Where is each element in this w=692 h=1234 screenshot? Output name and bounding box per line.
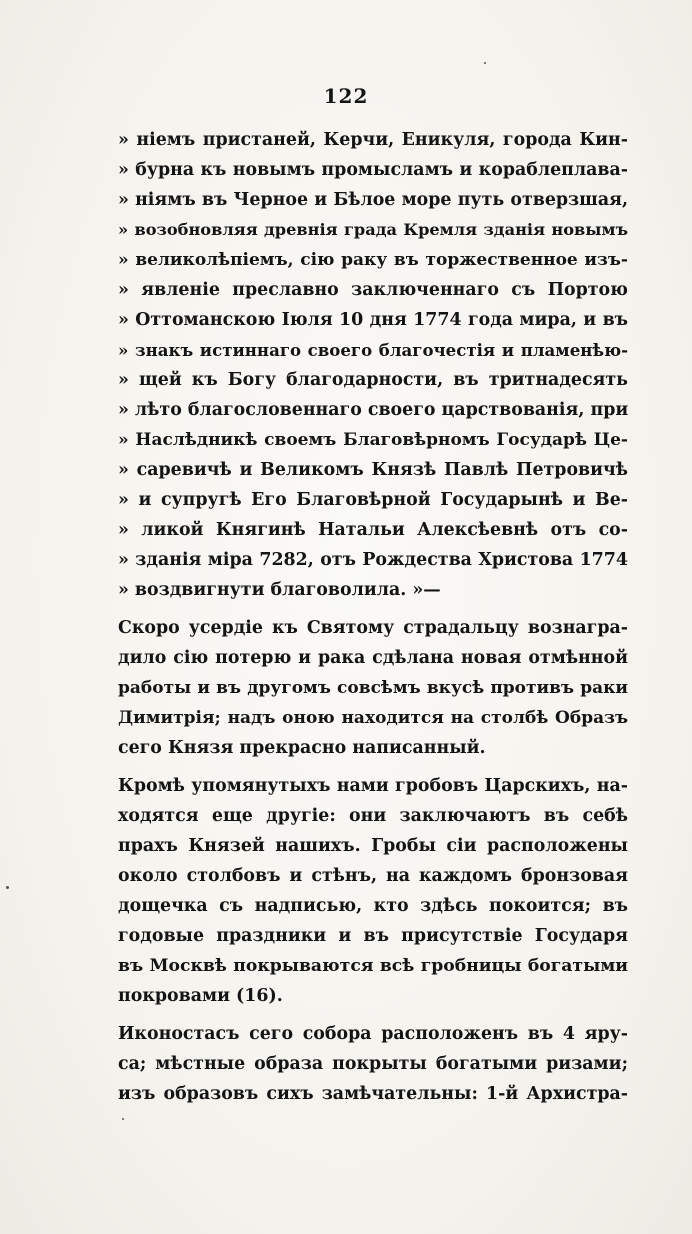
text-line: Скоро усердiе къ Святому страдальцу вознагра-: [118, 618, 628, 638]
text-line: Димитрiя; надъ оною находится на столбѣ Образъ: [118, 708, 628, 728]
text-line: » и супругѣ Его Благовѣрной Государынѣ и Ве-: [118, 490, 628, 510]
text-line: » Наслѣдникѣ своемъ Благовѣрномъ Государѣ Це-: [118, 430, 628, 450]
text-line: » ликой Княгинѣ Натальи Алексѣевнѣ отъ со-: [118, 520, 628, 540]
scan-speck: [6, 886, 9, 889]
text-line: въ Москвѣ покрываются всѣ гробницы богатыми: [118, 956, 628, 976]
page-text: [118, 125, 628, 1109]
text-line: Иконостасъ сего собора расположенъ въ 4 яру-: [118, 1024, 628, 1044]
text-line: Кромѣ упомянутыхъ нами гробовъ Царскихъ, на-: [118, 776, 628, 796]
text-line: » бурна къ новымъ промысламъ и кораблеплава-: [118, 160, 628, 180]
text-line: около столбовъ и стѣнъ, на каждомъ бронзовая: [118, 866, 628, 886]
text-line: » нiемъ пристаней, Керчи, Еникуля, города Кин-: [118, 130, 628, 150]
text-line: са; мѣстные образа покрыты богатыми ризами;: [118, 1054, 628, 1074]
text-line: » щей къ Богу благодарности, въ тритнадесять: [118, 370, 628, 390]
paragraph-reliquary: [118, 613, 628, 763]
scan-speck: [122, 1118, 124, 1120]
text-line: » знакъ истиннаго своего благочестiя и пламенѣю-: [118, 340, 628, 360]
text-line: работы и въ другомъ совсѣмъ вкусѣ противъ раки: [118, 678, 628, 698]
text-line: » Оттоманскою Iюля 10 дня 1774 года мира, и въ: [118, 310, 628, 330]
text-line: годовые праздники и въ присутствiе Государя: [118, 926, 628, 946]
text-line: изъ образовъ сихъ замѣчательны: 1-й Архистра-: [118, 1084, 628, 1104]
text-line: дощечка съ надписью, кто здѣсь покоится; въ: [118, 896, 628, 916]
text-line: ходятся еще другiе: они заключаютъ въ себѣ: [118, 806, 628, 826]
text-line: прахъ Князей нашихъ. Гробы сiи расположены: [118, 836, 628, 856]
text-line: дило сiю потерю и рака сдѣлана новая отмѣнной: [118, 648, 628, 668]
text-line: » воздвигнути благоволила. »—: [118, 580, 441, 600]
page-number: 122: [323, 84, 369, 108]
text-line: » великолѣпiемъ, сiю раку въ торжественное изъ-: [118, 250, 628, 270]
text-line: » явленiе преславно заключеннаго съ Портою: [118, 280, 628, 300]
text-line: покровами (16).: [118, 986, 283, 1006]
paragraph-inscription: [118, 125, 628, 605]
text-line: » возобновляя древнiя града Кремля зданiя новымъ: [118, 220, 628, 239]
scan-speck: [484, 62, 486, 64]
paragraph-tombs: [118, 771, 628, 1011]
text-line: » зданiя мiра 7282, отъ Рождества Христова 1774: [118, 550, 628, 570]
paragraph-iconostasis: [118, 1019, 628, 1109]
text-line: » нiямъ въ Черное и Бѣлое море путь отверзшая,: [118, 190, 628, 210]
text-line: » лѣто благословеннаго своего царствованiя, при: [118, 400, 628, 420]
text-line: » саревичѣ и Великомъ Князѣ Павлѣ Петровичѣ: [118, 460, 628, 480]
text-line: сего Князя прекрасно написанный.: [118, 738, 486, 758]
